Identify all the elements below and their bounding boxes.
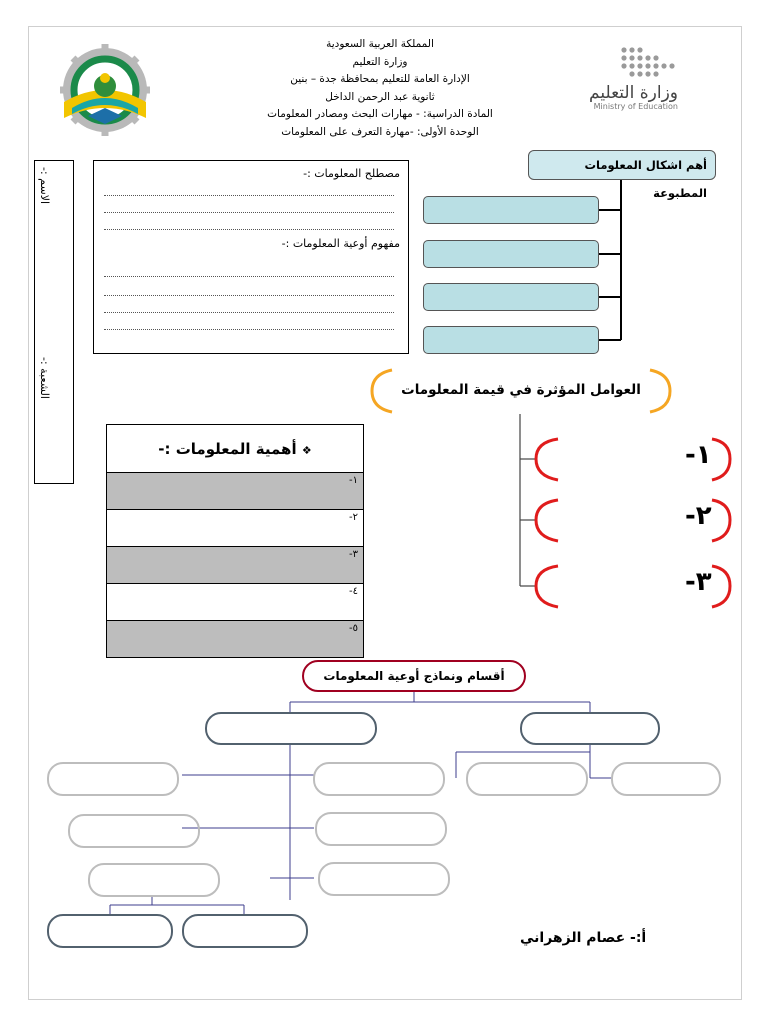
header-line: المملكة العربية السعودية bbox=[326, 38, 434, 50]
section-category-box[interactable] bbox=[520, 712, 660, 745]
factor-number: ١- bbox=[685, 440, 712, 470]
factor-number: ٢- bbox=[685, 501, 712, 531]
header-line: وزارة التعليم bbox=[352, 55, 408, 68]
factors-title: العوامل المؤثرة في قيمة المعلومات bbox=[401, 382, 641, 398]
sections-title: أقسام ونماذج أوعية المعلومات bbox=[302, 660, 526, 692]
section-subitem-box[interactable] bbox=[182, 914, 308, 948]
importance-row[interactable]: ٤- bbox=[107, 584, 364, 621]
student-info-box bbox=[34, 160, 74, 484]
printed-forms-title: أهم اشكال المعلومات المطبوعة bbox=[528, 150, 716, 180]
answer-line[interactable] bbox=[104, 312, 394, 313]
section-item-box[interactable] bbox=[68, 814, 200, 848]
answer-line[interactable] bbox=[104, 329, 394, 330]
section-item-box[interactable] bbox=[315, 812, 447, 846]
header-block bbox=[250, 36, 510, 141]
bullet-icon: ❖ bbox=[301, 443, 312, 457]
printed-form-answer-box[interactable] bbox=[423, 196, 599, 224]
printed-form-answer-box[interactable] bbox=[423, 326, 599, 354]
section-item-box[interactable] bbox=[313, 762, 445, 796]
header-line: ثانوية عبد الرحمن الداخل bbox=[325, 90, 435, 103]
answer-line[interactable] bbox=[104, 212, 394, 213]
section-subitem-box[interactable] bbox=[47, 914, 173, 948]
answer-line[interactable] bbox=[104, 295, 394, 296]
section-category-box[interactable] bbox=[205, 712, 377, 745]
ministry-dots-logo-icon bbox=[618, 44, 682, 78]
importance-table bbox=[106, 424, 364, 658]
section-item-box[interactable] bbox=[611, 762, 721, 796]
name-label: الاسم :- bbox=[38, 167, 51, 205]
section-item-box[interactable] bbox=[47, 762, 179, 796]
printed-forms-connector bbox=[598, 180, 628, 350]
importance-header bbox=[107, 425, 364, 473]
ministry-logo bbox=[588, 84, 678, 112]
ministry-name-en: Ministry of Education bbox=[593, 102, 678, 111]
importance-title: أهمية المعلومات :- bbox=[158, 439, 297, 458]
answer-line[interactable] bbox=[104, 229, 394, 230]
importance-row[interactable]: ١- bbox=[107, 473, 364, 510]
importance-row[interactable]: ٢- bbox=[107, 510, 364, 547]
definitions-box bbox=[93, 160, 409, 354]
importance-row[interactable]: ٥- bbox=[107, 621, 364, 658]
containers-label: مفهوم أوعية المعلومات :- bbox=[281, 237, 400, 250]
ministry-name-ar: وزارة التعليم bbox=[589, 83, 678, 103]
section-item-box[interactable] bbox=[88, 863, 220, 897]
answer-line[interactable] bbox=[104, 195, 394, 196]
header-line: الإدارة العامة للتعليم بمحافظة جدة – بنين bbox=[290, 73, 470, 85]
printed-form-answer-box[interactable] bbox=[423, 240, 599, 268]
term-label: مصطلح المعلومات :- bbox=[303, 167, 400, 180]
school-emblem-logo bbox=[50, 44, 160, 136]
author-name: أ:- عصام الزهراني bbox=[520, 930, 647, 946]
importance-row[interactable]: ٣- bbox=[107, 547, 364, 584]
factor-number: ٣- bbox=[685, 567, 712, 597]
section-label: الشعبة :- bbox=[38, 357, 51, 399]
header-line: المادة الدراسية: - مهارات البحث ومصادر المعلومات bbox=[267, 108, 493, 120]
printed-form-answer-box[interactable] bbox=[423, 283, 599, 311]
section-item-box[interactable] bbox=[466, 762, 588, 796]
section-item-box[interactable] bbox=[318, 862, 450, 896]
header-line: الوحدة الأولى: -مهارة التعرف على المعلومات bbox=[281, 125, 479, 138]
answer-line[interactable] bbox=[104, 276, 394, 277]
